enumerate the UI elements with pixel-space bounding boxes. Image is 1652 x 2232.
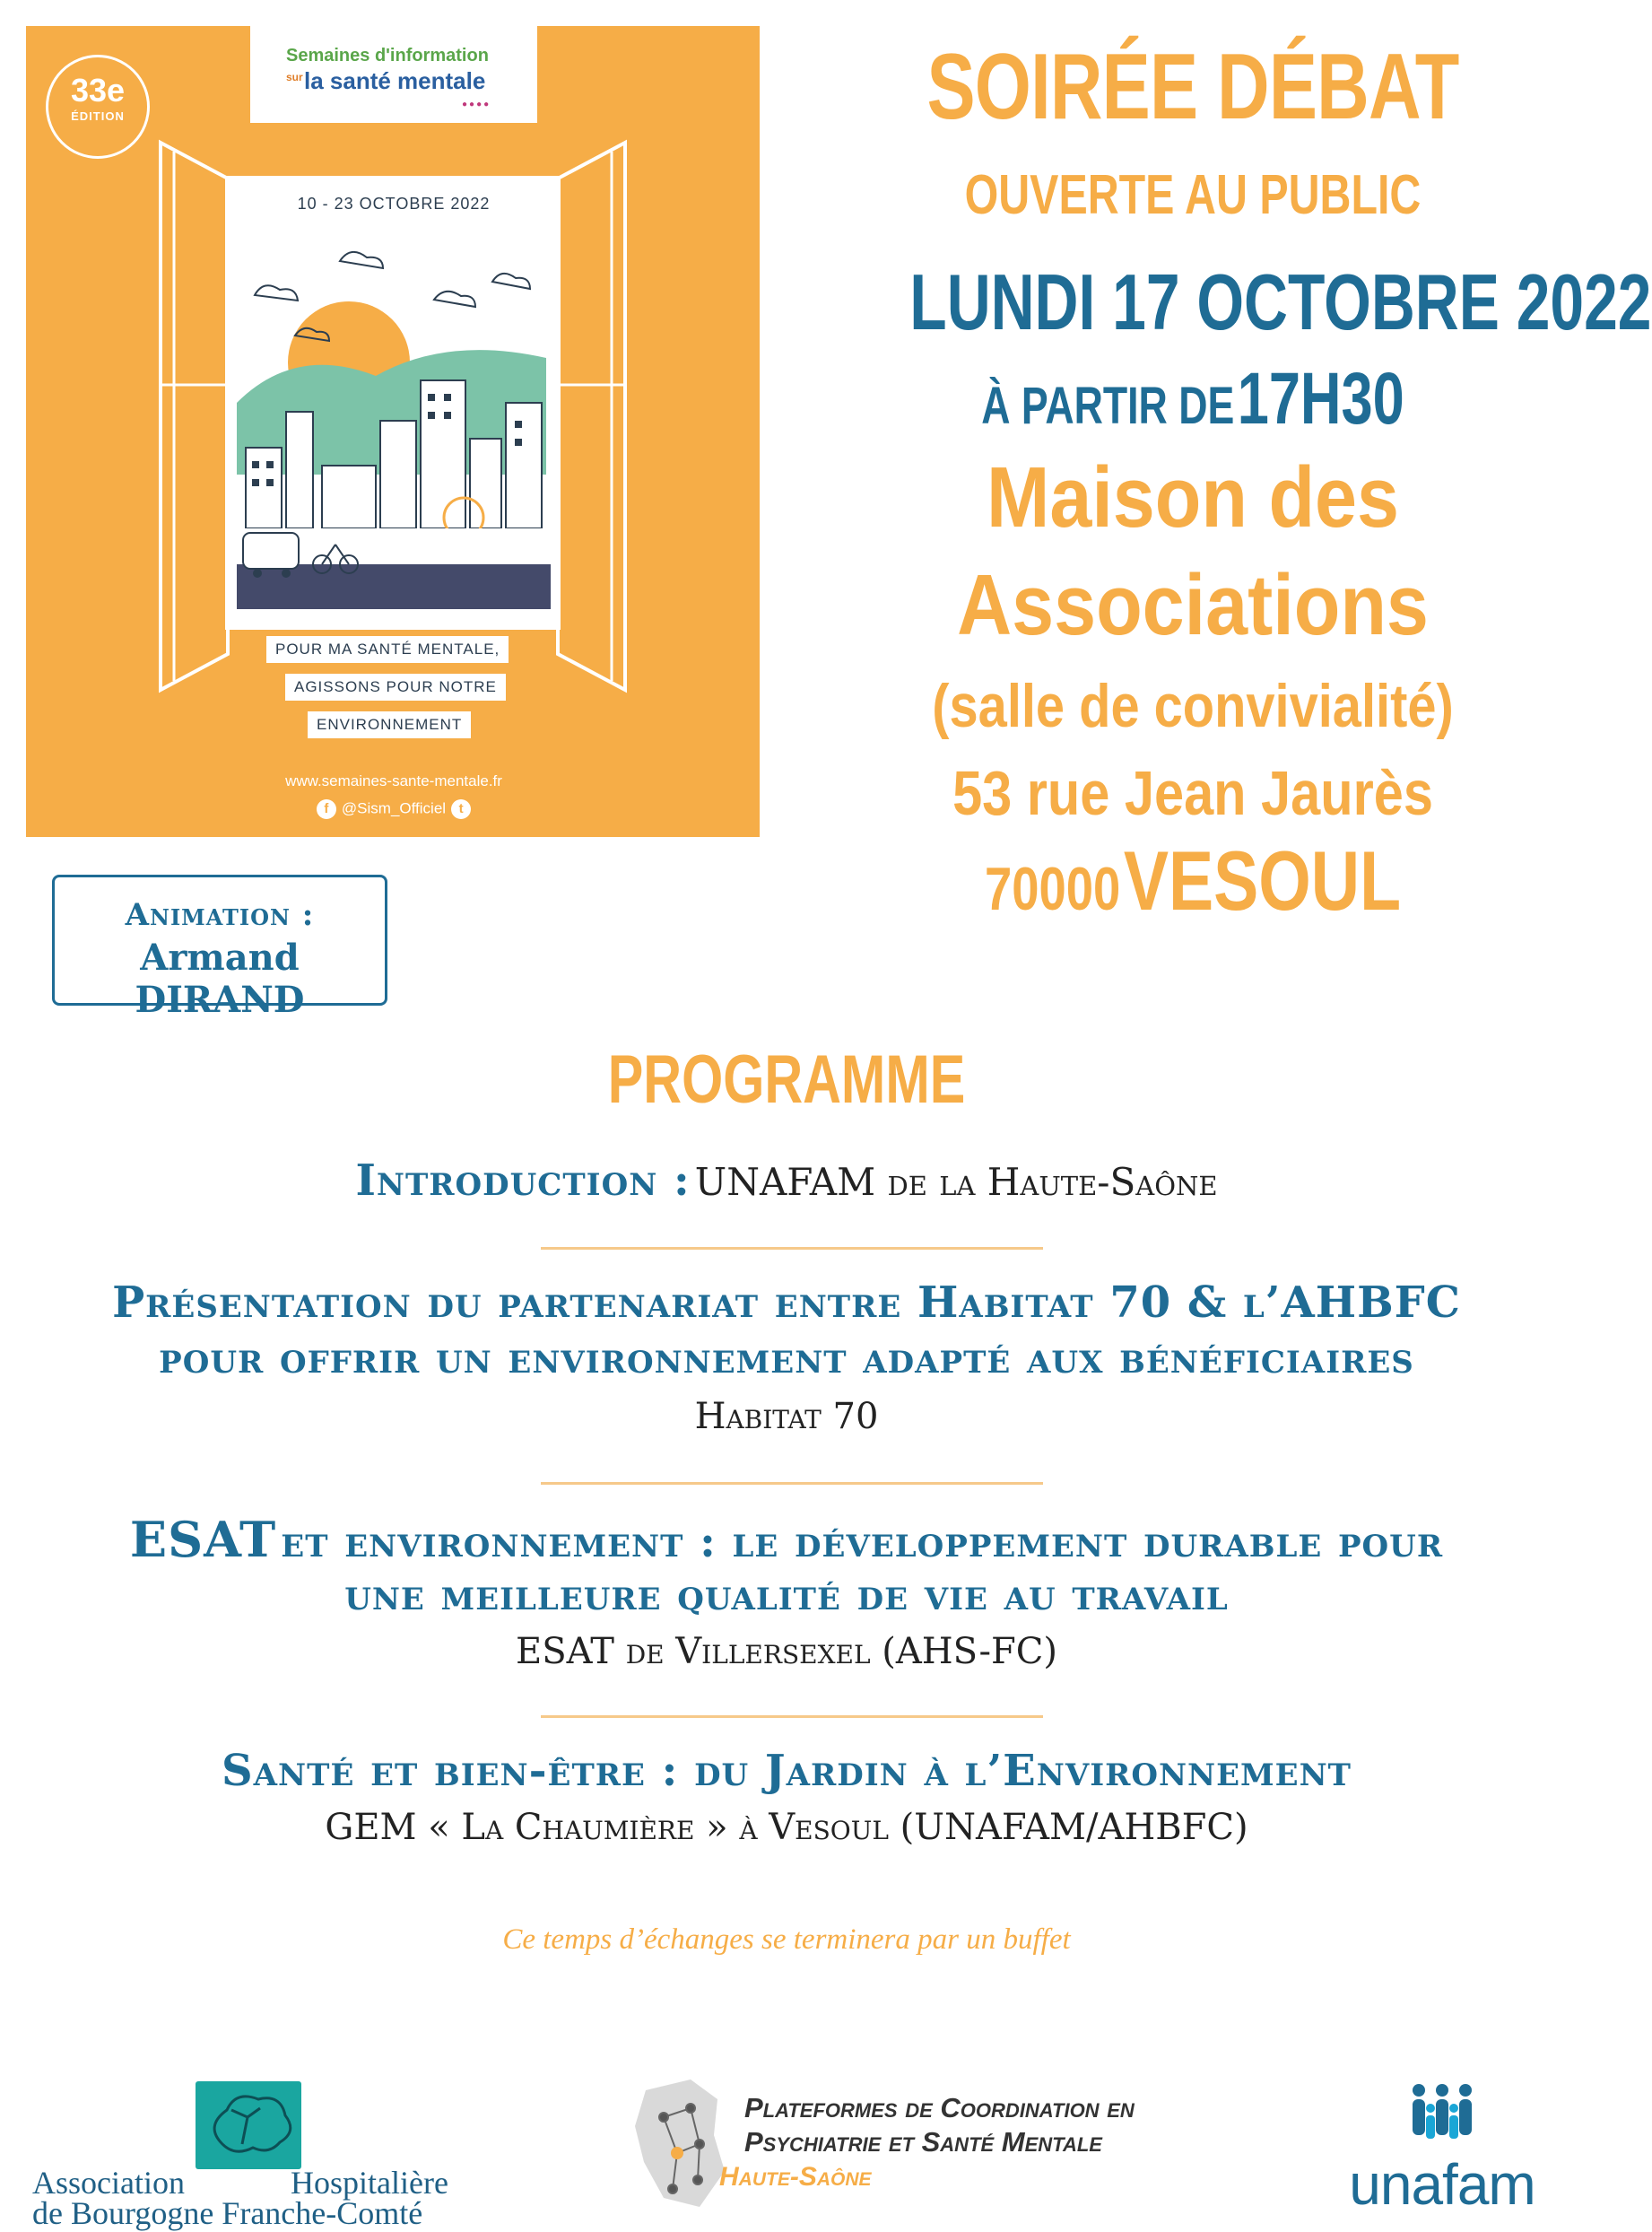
pcpsm-text: Plateformes de Coordination en: [744, 2092, 1135, 2123]
programme-item-text: et environnement : le développement durable pour: [281, 1517, 1444, 1567]
programme-item-speaker: GEM « La Chaumière » à Vesoul (UNAFAM/AHBFC): [325, 1807, 1248, 1848]
animation-name: Armand DIRAND: [135, 937, 305, 1021]
poster-url[interactable]: www.semaines-sante-mentale.fr: [285, 772, 502, 789]
ahbfc-tree-icon: [196, 2081, 301, 2169]
poster-social: [250, 799, 537, 819]
unafam-people-icon: [1406, 2081, 1478, 2151]
ahbfc-text: de Bourgogne Franche-Comté: [32, 2195, 423, 2231]
programme-item-head: ESAT: [129, 1511, 277, 1568]
social-handle[interactable]: @Sism_Officiel: [341, 799, 447, 817]
twitter-icon[interactable]: t: [451, 799, 471, 819]
address-town: VESOUL: [1123, 833, 1402, 928]
venue-name-line2: Associations: [957, 557, 1429, 653]
programme-item-line: Santé et bien-être : du Jardin à l’Environnement: [222, 1746, 1352, 1796]
event-time-prefix: À PARTIR DE: [981, 377, 1235, 435]
address-city: [899, 833, 1487, 929]
programme-title: PROGRAMME: [607, 1042, 966, 1118]
programme-item-speaker: Habitat 70: [694, 1396, 879, 1437]
pcpsm-region: Haute-Saône: [719, 2162, 872, 2192]
programme-item-speaker: ESAT de Villersexel (AHS-FC): [516, 1631, 1057, 1672]
ahbfc-text: Hospitalière: [291, 2165, 448, 2201]
divider: [541, 1482, 1043, 1485]
programme-item-line: pour offrir un environnement adapté aux bénéficiaires: [159, 1333, 1414, 1383]
poster-dates: 10 - 23 OCTOBRE 2022: [297, 195, 491, 213]
divider: [541, 1247, 1043, 1250]
event-date: LUNDI 17 OCTOBRE 2022: [909, 257, 1652, 346]
animation-box: [52, 875, 387, 1021]
ahbfc-text: Association: [32, 2165, 185, 2201]
event-subtitle: OUVERTE AU PUBLIC: [964, 164, 1422, 226]
programme-item-body: UNAFAM de la Haute-Saône: [694, 1160, 1218, 1204]
animation-label: Animation :: [125, 897, 315, 933]
sism-logo: Semaines d'information sur la santé mentale ●●●●: [250, 26, 537, 123]
programme-item-line: [0, 1511, 1573, 1568]
programme-item-head: Introduction :: [355, 1155, 691, 1206]
haute-saone-map-icon: [628, 2072, 735, 2216]
divider: [541, 1715, 1043, 1718]
unafam-logo: [1335, 2081, 1550, 2216]
event-time: [909, 357, 1475, 441]
programme-item-line: une meilleure qualité de vie au travail: [344, 1570, 1229, 1620]
venue-room: (salle de convivialité): [932, 672, 1454, 740]
event-title: SOIRÉE DÉBAT: [926, 35, 1459, 139]
poster-slogan-line: POUR MA SANTÉ MENTALE,: [266, 636, 509, 663]
unafam-wordmark: unafam: [1349, 2152, 1535, 2217]
venue-name-line1: Maison des: [986, 449, 1400, 545]
sism-poster: [26, 26, 760, 837]
pcpsm-logo: [628, 2072, 1184, 2216]
address-zip: 70000: [984, 855, 1121, 923]
ahbfc-logo: [27, 2081, 457, 2231]
address-street: 53 rue Jean Jaurès: [952, 758, 1433, 828]
event-time-value: 17H30: [1237, 358, 1404, 440]
poster-slogan-line: ENVIRONNEMENT: [308, 711, 471, 738]
closing-note: Ce temps d’échanges se terminera par un buffet: [502, 1923, 1071, 1956]
facebook-icon[interactable]: f: [317, 799, 336, 819]
programme-item: [0, 1155, 1573, 1206]
pcpsm-text: Psychiatrie et Santé Mentale: [744, 2126, 1102, 2158]
edition-badge: 33e ÉDITION: [46, 55, 150, 159]
sism-dots-icon: ●●●●: [462, 100, 491, 109]
poster-slogan-line: AGISSONS POUR NOTRE: [285, 674, 506, 701]
programme-item-line: Présentation du partenariat entre Habitat 70 & l’AHBFC: [112, 1277, 1461, 1328]
